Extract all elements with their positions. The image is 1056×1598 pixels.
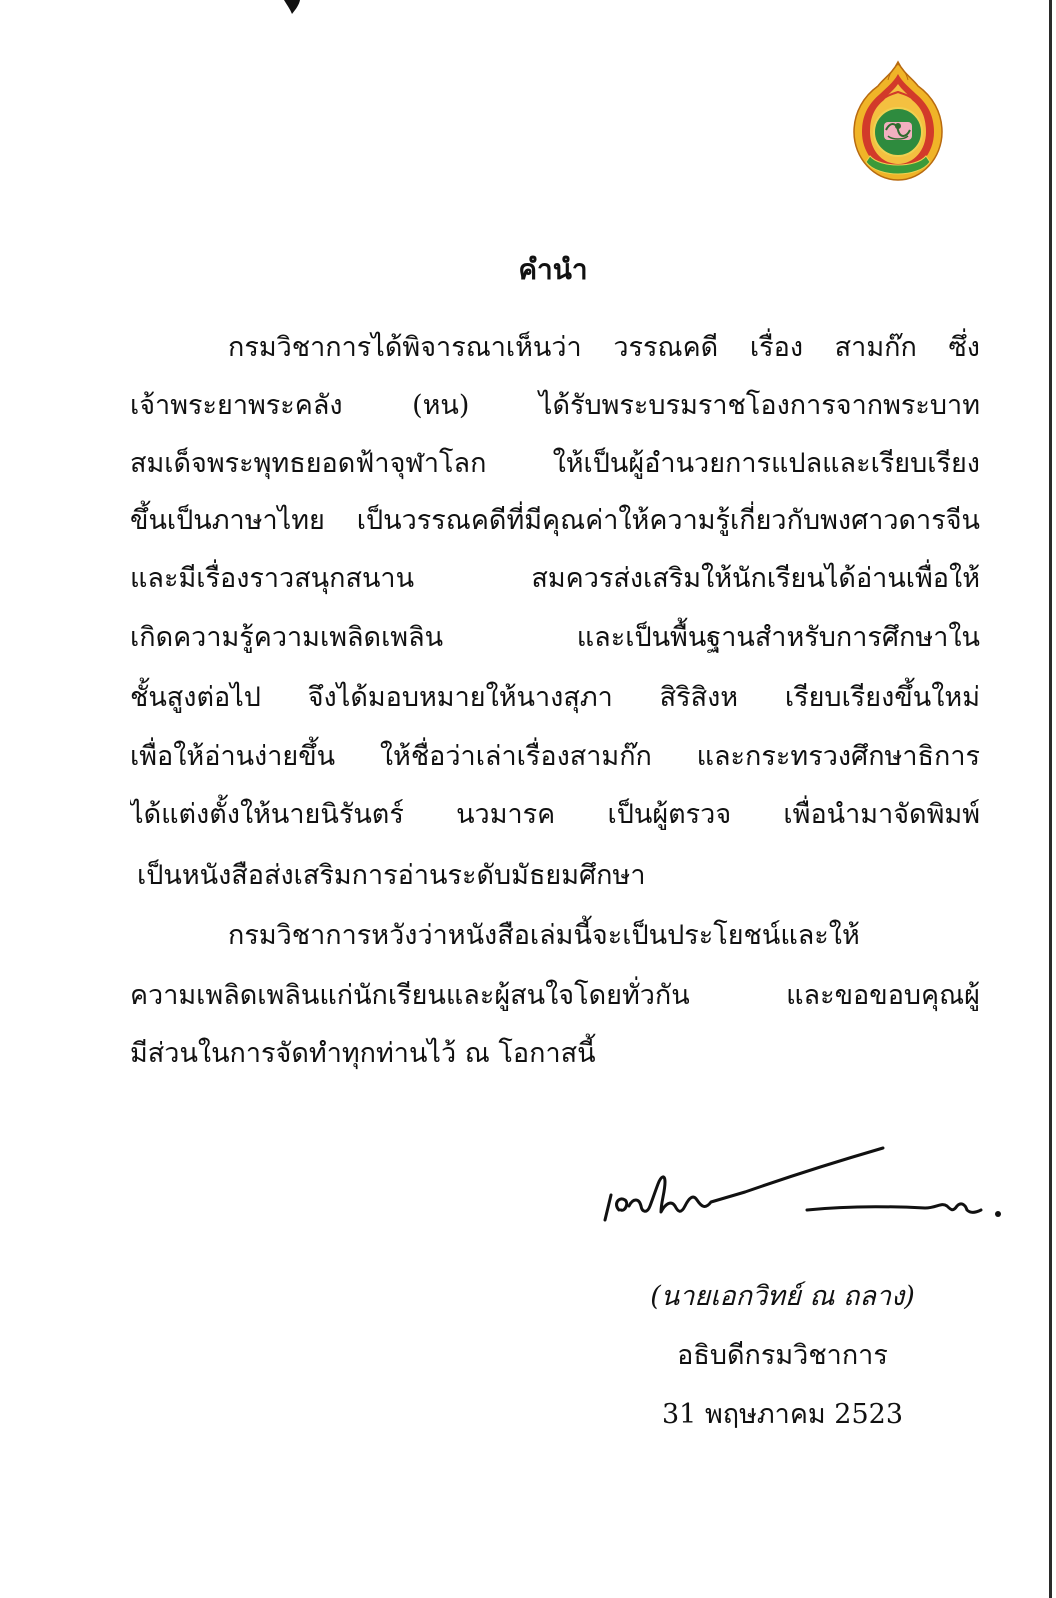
scan-artifact [280,0,304,16]
body-text-line: ขึ้นเป็นภาษาไทย เป็นวรรณคดีที่มีคุณค่าให้ความรู้เกี่ยวกับพงศาวดารจีน [130,505,980,536]
body-text-line: และมีเรื่องราวสนุกสนาน สมควรส่งเสริมให้นักเรียนได้อ่านเพื่อให้ [130,563,980,594]
body-text-line: ความเพลิดเพลินแก่นักเรียนและผู้สนใจโดยทั่วกัน และขอขอบคุณผู้ [130,980,980,1011]
body-text-line: กรมวิชาการหวังว่าหนังสือเล่มนี้จะเป็นประโยชน์และให้ [228,920,860,951]
body-text-line: ได้แต่งตั้งให้นายนิรันตร์ นวมารค เป็นผู้ตรวจ เพื่อนำมาจัดพิมพ์ [130,799,980,830]
body-text-line: เพื่อให้อ่านง่ายขึ้น ให้ชื่อว่าเล่าเรื่องสามก๊ก และกระทรวงศึกษาธิการ [130,741,980,772]
signatory-position: อธิบดีกรมวิชาการ [677,1340,888,1371]
page-title: คำนำ [518,253,588,286]
body-text-line: สมเด็จพระพุทธยอดฟ้าจุฬาโลก ให้เป็นผู้อำนวยการแปลและเรียบเรียง [130,448,980,479]
body-text-line: เจ้าพระยาพระคลัง (หน) ได้รับพระบรมราชโองการจากพระบาท [130,390,980,421]
body-text-line: เกิดความรู้ความเพลิดเพลิน และเป็นพื้นฐานสำหรับการศึกษาใน [130,622,980,653]
document-date: 31 พฤษภาคม 2523 [662,1399,903,1430]
signatory-name: (นายเอกวิทย์ ณ ถลาง) [650,1281,915,1312]
ministry-emblem-icon [852,60,944,182]
scan-edge-shadow [1049,0,1052,1598]
body-text-line: ชั้นสูงต่อไป จึงได้มอบหมายให้นางสุภา สิริสิงห เรียบเรียงขึ้นใหม่ [130,682,980,713]
body-text-line: กรมวิชาการได้พิจารณาเห็นว่า วรรณคดี เรื่อง สามก๊ก ซึ่ง [228,332,980,363]
body-text-line: เป็นหนังสือส่งเสริมการอ่านระดับมัธยมศึกษา [137,860,646,891]
body-text-line: มีส่วนในการจัดทำทุกท่านไว้ ณ โอกาสนี้ [130,1038,596,1069]
handwritten-signature [595,1140,1005,1230]
